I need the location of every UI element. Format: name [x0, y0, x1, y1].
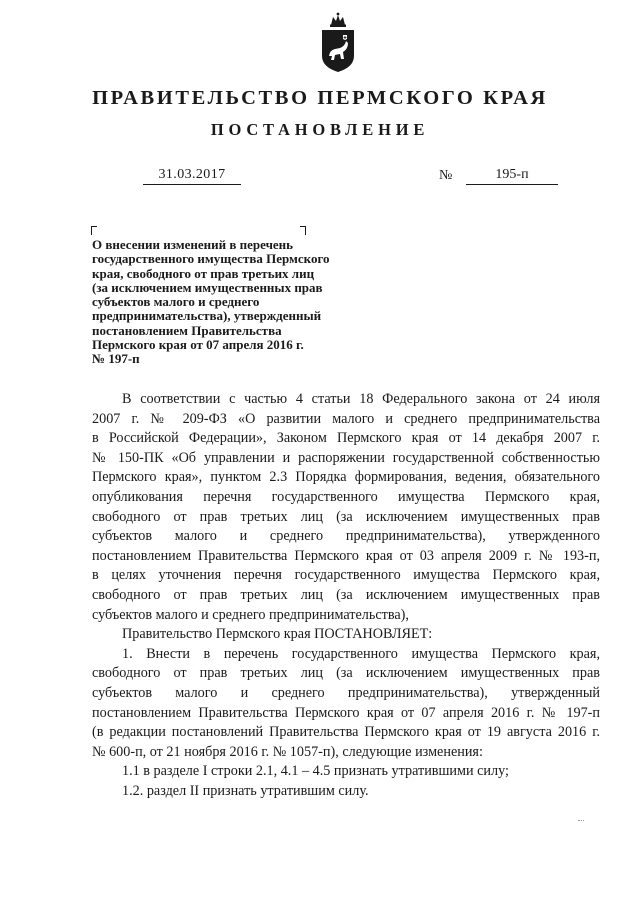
body-line: 2007 г. № 209-ФЗ «О развитии малого и среднего предпринимательства [92, 410, 600, 427]
body-line: субъектов малого и среднего предпринимательства), [92, 606, 409, 623]
subject-corner-left [91, 226, 97, 235]
subject-line: государственного имущества Пермского [92, 251, 330, 267]
subject-line: субъектов малого и среднего [92, 294, 260, 309]
subject-line: Пермского края от 07 апреля 2016 г. [92, 336, 304, 352]
subject-line: постановлением Правительства [92, 322, 282, 338]
subject-line: О внесении изменений в перечень [92, 237, 294, 252]
body-line: В соответствии с частью 4 статьи 18 Федерального закона от 24 июля [122, 391, 600, 407]
body-line: субъектов малого и среднего предпринимательства), утвержденного [92, 528, 600, 545]
document-number: 195-п [466, 167, 558, 185]
document-type: ПОСТАНОВЛЕНИЕ [210, 120, 430, 139]
body-line: субъектов малого и среднего предпринимательства), утвержденный [92, 684, 600, 701]
document-subject [92, 238, 382, 366]
body-line: Пермского края», пунктом 2.3 Порядка формирования, ведения, обязательного [92, 469, 600, 486]
document-date: 31.03.2017 [143, 167, 241, 185]
body-line: (в редакции постановлений Правительства Пермского края от 19 августа 2016 г. [92, 724, 600, 741]
coat-of-arms-icon [318, 12, 358, 74]
body-line: постановлением Правительства Пермского края от 07 апреля 2016 г. № 197-п [92, 704, 600, 721]
number-label: № [439, 168, 453, 183]
body-line: № 600-п, от 21 ноября 2016 г. № 1057-п), следующие изменения: [92, 743, 483, 760]
body-line: постановлением Правительства Пермского края от 03 апреля 2009 г. № 193-п, [92, 547, 600, 564]
body-line: свободного от прав третьих лиц (за исключением имущественных прав [92, 586, 600, 603]
body-line: № 150-ПК «Об управлении и распоряжении государственной собственностью [92, 449, 600, 466]
body-line: свободного от прав третьих лиц (за исключением имущественных прав [92, 508, 600, 525]
body-line: свободного от прав третьих лиц (за исключением имущественных прав [92, 665, 600, 682]
body-line: в Российской Федерации», Законом Пермского края от 14 декабря 2007 г. [92, 430, 600, 447]
body-line: опубликования перечня государственного имущества Пермского края, [92, 488, 600, 505]
body-line: 1. Внести в перечень государственного имущества Пермского края, [122, 645, 600, 662]
document-body [92, 390, 600, 801]
body-line: 1.2. раздел II признать утратившим силу. [122, 782, 369, 799]
scan-speck [578, 820, 584, 822]
subject-line: края, свободного от прав третьих лиц [92, 265, 315, 281]
government-title: ПРАВИТЕЛЬСТВО ПЕРМСКОГО КРАЯ [92, 87, 548, 109]
body-line: Правительство Пермского края ПОСТАНОВЛЯЕТ: [122, 626, 433, 643]
subject-line: (за исключением имущественных прав [92, 279, 323, 295]
body-line: 1.1 в разделе I строки 2.1, 4.1 – 4.5 признать утратившими силу; [122, 763, 509, 780]
subject-line: № 197-п [92, 351, 140, 366]
body-line: в целях уточнения перечня государственного имущества Пермского края, [92, 567, 600, 584]
subject-line: предпринимательства), утвержденный [92, 308, 322, 324]
subject-corner-right [300, 226, 306, 235]
